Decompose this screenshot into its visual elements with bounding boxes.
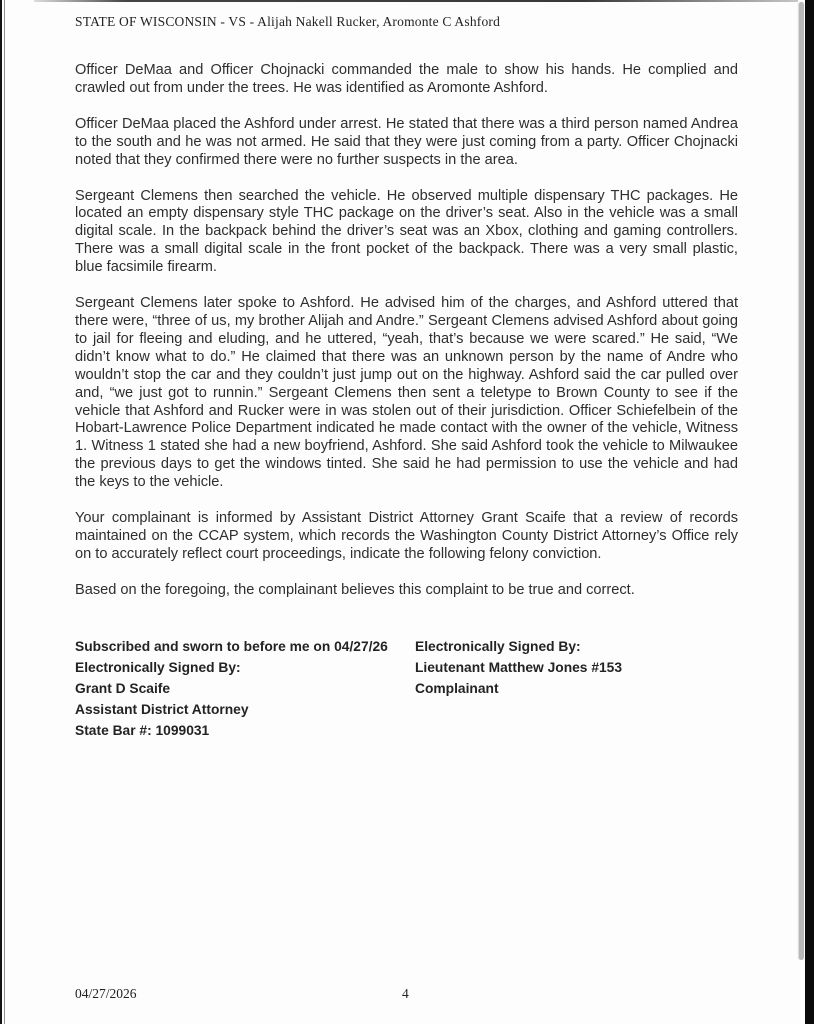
paragraph-arrest: Officer DeMaa placed the Ashford under arrest. He stated that there was a third person named Andrea to the south and he was not armed. He said that they were just coming from a party. Officer Chojnacki noted that they confirmed there were no further suspects in the area. xyxy=(75,115,738,168)
attorney-esign-label: Electronically Signed By: xyxy=(75,659,241,675)
sworn-statement-line: Subscribed and sworn to before me on 04/27/26 xyxy=(75,638,388,654)
scrollbar-thumb[interactable] xyxy=(799,2,804,960)
viewer-right-edge xyxy=(805,0,814,1024)
complainant-name: Lieutenant Matthew Jones #153 xyxy=(415,659,623,675)
signature-column-complainant xyxy=(415,636,738,741)
paragraph-vehicle-search: Sergeant Clemens then searched the vehicle. He observed multiple dispensary THC packages. He located an empty dispensary style THC package on the driver’s seat. Also in the vehicle was a small digital scale. In the backpack behind the driver’s seat was an Xbox, clothing and gaming controllers. There was a small digital scale in the front pocket of the backpack. There was a very small plastic, blue facsimile firearm. xyxy=(75,187,738,276)
paragraph-ashford-statements: Sergeant Clemens later spoke to Ashford. He advised him of the charges, and Ashford uttered that there were, “three of us, my brother Alijah and Andre.” Sergeant Clemens advised Ashford about going to jail for fleeing and eluding, and he uttered, “yeah, that’s because we were scared.” He said, “We didn’t know what to do.” He claimed that there was an unknown person by the name of Andre who wouldn’t stop the car and they couldn’t just jump out on the highway. Ashford said the car pulled over and, “we just got to runnin.” Sergeant Clemens then sent a teletype to Brown County to see if the vehicle that Ashford and Rucker were in was stolen out of their jurisdiction. Officer Schiefelbein of the Hobart-Lawrence Police Department indicated he made contact with the owner of the vehicle, Witness 1. Witness 1 stated she had a new boyfriend, Ashford. She said Ashford took the vehicle to Milwaukee the previous days to get the windows tinted. She said he had permission to use the vehicle and had the keys to the vehicle. xyxy=(75,295,738,491)
page-footer xyxy=(75,986,738,1002)
page-left-edge xyxy=(0,0,2,1024)
signature-block xyxy=(75,636,738,741)
case-caption-header: STATE OF WISCONSIN - VS - Alijah Nakell Rucker, Aromonte C Ashford xyxy=(75,14,501,29)
footer-page-number: 4 xyxy=(402,986,409,1001)
attorney-bar-number: State Bar #: 1099031 xyxy=(75,722,210,738)
footer-date: 04/27/2026 xyxy=(75,986,137,1001)
paragraph-complaint-belief: Based on the foregoing, the complainant believes this complaint to be true and correct. xyxy=(75,581,635,598)
complainant-title: Complainant xyxy=(415,680,499,696)
page-top-edge xyxy=(34,0,798,2)
signature-column-attorney xyxy=(75,636,415,741)
page-left-edge-hairline xyxy=(4,0,5,1024)
complainant-esign-label: Electronically Signed By: xyxy=(415,638,581,654)
paragraph-surrender-identification: Officer DeMaa and Officer Chojnacki commanded the male to show his hands. He complied and crawled out from under the trees. He was identified as Aromonte Ashford. xyxy=(75,62,738,96)
attorney-title: Assistant District Attorney xyxy=(75,701,249,717)
attorney-name: Grant D Scaife xyxy=(75,680,171,696)
document-content xyxy=(75,14,738,741)
paragraph-ccap-records: Your complainant is informed by Assistant District Attorney Grant Scaife that a review of records maintained on the CCAP system, which records the Washington County District Attorney’s Office rely on to accurately reflect court proceedings, indicate the following felony conviction. xyxy=(75,510,738,562)
